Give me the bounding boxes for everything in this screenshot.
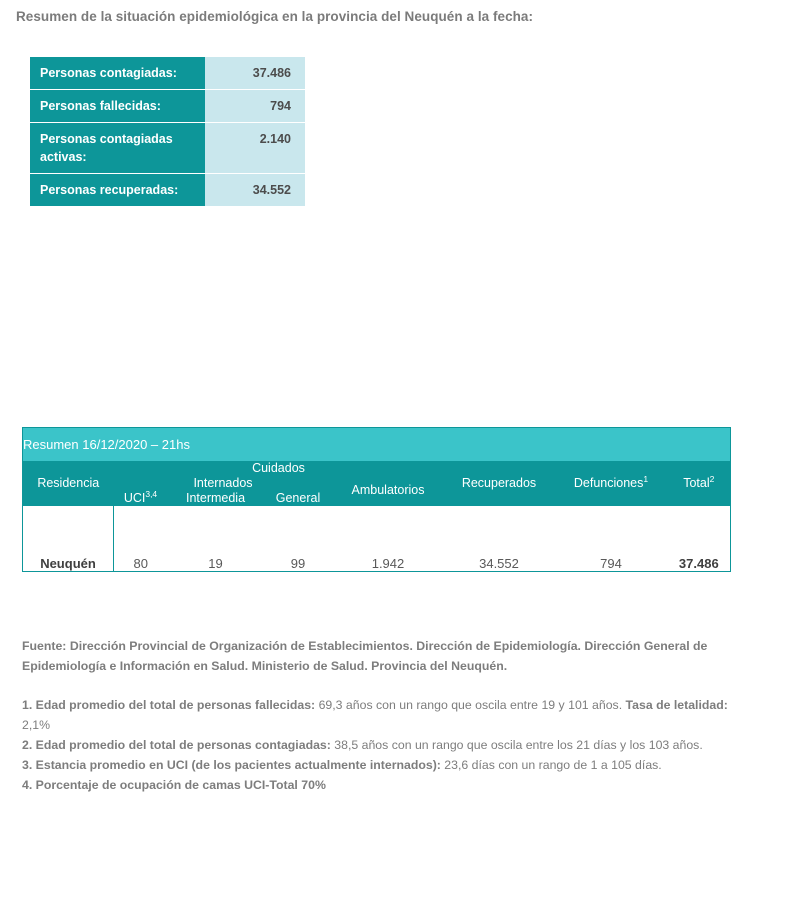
header-total-label: Total <box>683 475 710 490</box>
table-row <box>30 123 305 174</box>
summary-label-contagiadas: Personas contagiadas: <box>30 57 205 90</box>
summary-label-activas: Personas contagiadas activas: <box>30 123 205 174</box>
source-note: Fuente: Dirección Provincial de Organización de Establecimientos. Dirección de Epidemiología. Dirección General de Epidemiología e Información en Salud. Ministerio de Salud. Provincia del Neuquén. <box>22 639 708 673</box>
footnote-3-label: 3. Estancia promedio en UCI (de los pacientes actualmente internados): <box>22 758 441 772</box>
footnote-ref-1: 1 <box>643 473 649 484</box>
main-table-container <box>22 427 730 572</box>
footnote-2 <box>22 735 740 755</box>
cell-recuperados: 34.552 <box>444 506 555 572</box>
footnote-4 <box>22 775 740 795</box>
summary-label-recuperadas: Personas recuperadas: <box>30 174 205 207</box>
cell-defunciones: 794 <box>555 506 668 572</box>
summary-value-activas: 2.140 <box>205 123 305 174</box>
footnote-2-label: 2. Edad promedio del total de personas contagiadas: <box>22 738 331 752</box>
summary-value-contagiadas: 37.486 <box>205 57 305 90</box>
header-cuidados: Cuidados <box>114 461 444 476</box>
cell-total: 37.486 <box>668 506 731 572</box>
footnote-ref-2: 2 <box>709 473 715 484</box>
summary-table <box>30 57 305 206</box>
header-internados: Internados <box>114 476 333 491</box>
header-defunciones-label: Defunciones <box>573 475 644 490</box>
footnote-4-label: 4. Porcentaje de ocupación de camas UCI-Total 70% <box>22 778 326 792</box>
cell-uci: 80 <box>114 506 168 572</box>
cell-ambulatorios: 1.942 <box>333 506 444 572</box>
header-defunciones <box>555 461 668 506</box>
table-banner-row <box>23 428 731 461</box>
header-uci-label: UCI <box>123 490 146 505</box>
table-row <box>23 506 731 572</box>
header-intermedia: Intermedia <box>168 491 264 506</box>
footnote-1-value: 69,3 años con un rango que oscila entre 19 y 101 años. <box>315 698 626 712</box>
table-row <box>30 57 305 90</box>
table-row <box>30 174 305 207</box>
cell-general: 99 <box>264 506 333 572</box>
cell-residencia: Neuquén <box>23 506 114 572</box>
table-row <box>30 90 305 123</box>
footnote-3-value: 23,6 días con un rango de 1 a 105 días. <box>440 758 662 772</box>
header-recuperados: Recuperados <box>444 461 555 506</box>
page-title: Resumen de la situación epidemiológica en la provincia del Neuquén a la fecha: <box>16 9 534 24</box>
summary-label-fallecidas: Personas fallecidas: <box>30 90 205 123</box>
footnote-ref-3-4: 3,4 <box>145 488 158 499</box>
header-ambulatorios: Ambulatorios <box>333 476 444 506</box>
header-general: General <box>264 491 333 506</box>
summary-value-fallecidas: 794 <box>205 90 305 123</box>
cell-intermedia: 19 <box>168 506 264 572</box>
header-uci <box>114 488 168 506</box>
footnote-3 <box>22 755 740 775</box>
footnote-2-value: 38,5 años con un rango que oscila entre los 21 días y los 103 años. <box>330 738 703 752</box>
header-residencia: Residencia <box>23 461 114 506</box>
header-row-1 <box>23 461 731 476</box>
notes-block <box>22 636 740 795</box>
resumen-banner-title: Resumen 16/12/2020 – 21hs <box>23 428 731 461</box>
summary-value-recuperadas: 34.552 <box>205 174 305 207</box>
footnote-1-label-2: Tasa de letalidad: <box>625 698 728 712</box>
footnote-1 <box>22 695 740 735</box>
header-total <box>668 461 731 506</box>
footnote-1-label: 1. Edad promedio del total de personas fallecidas: <box>22 698 316 712</box>
resumen-table <box>22 427 731 572</box>
footnote-1-value-2: 2,1% <box>22 718 51 732</box>
